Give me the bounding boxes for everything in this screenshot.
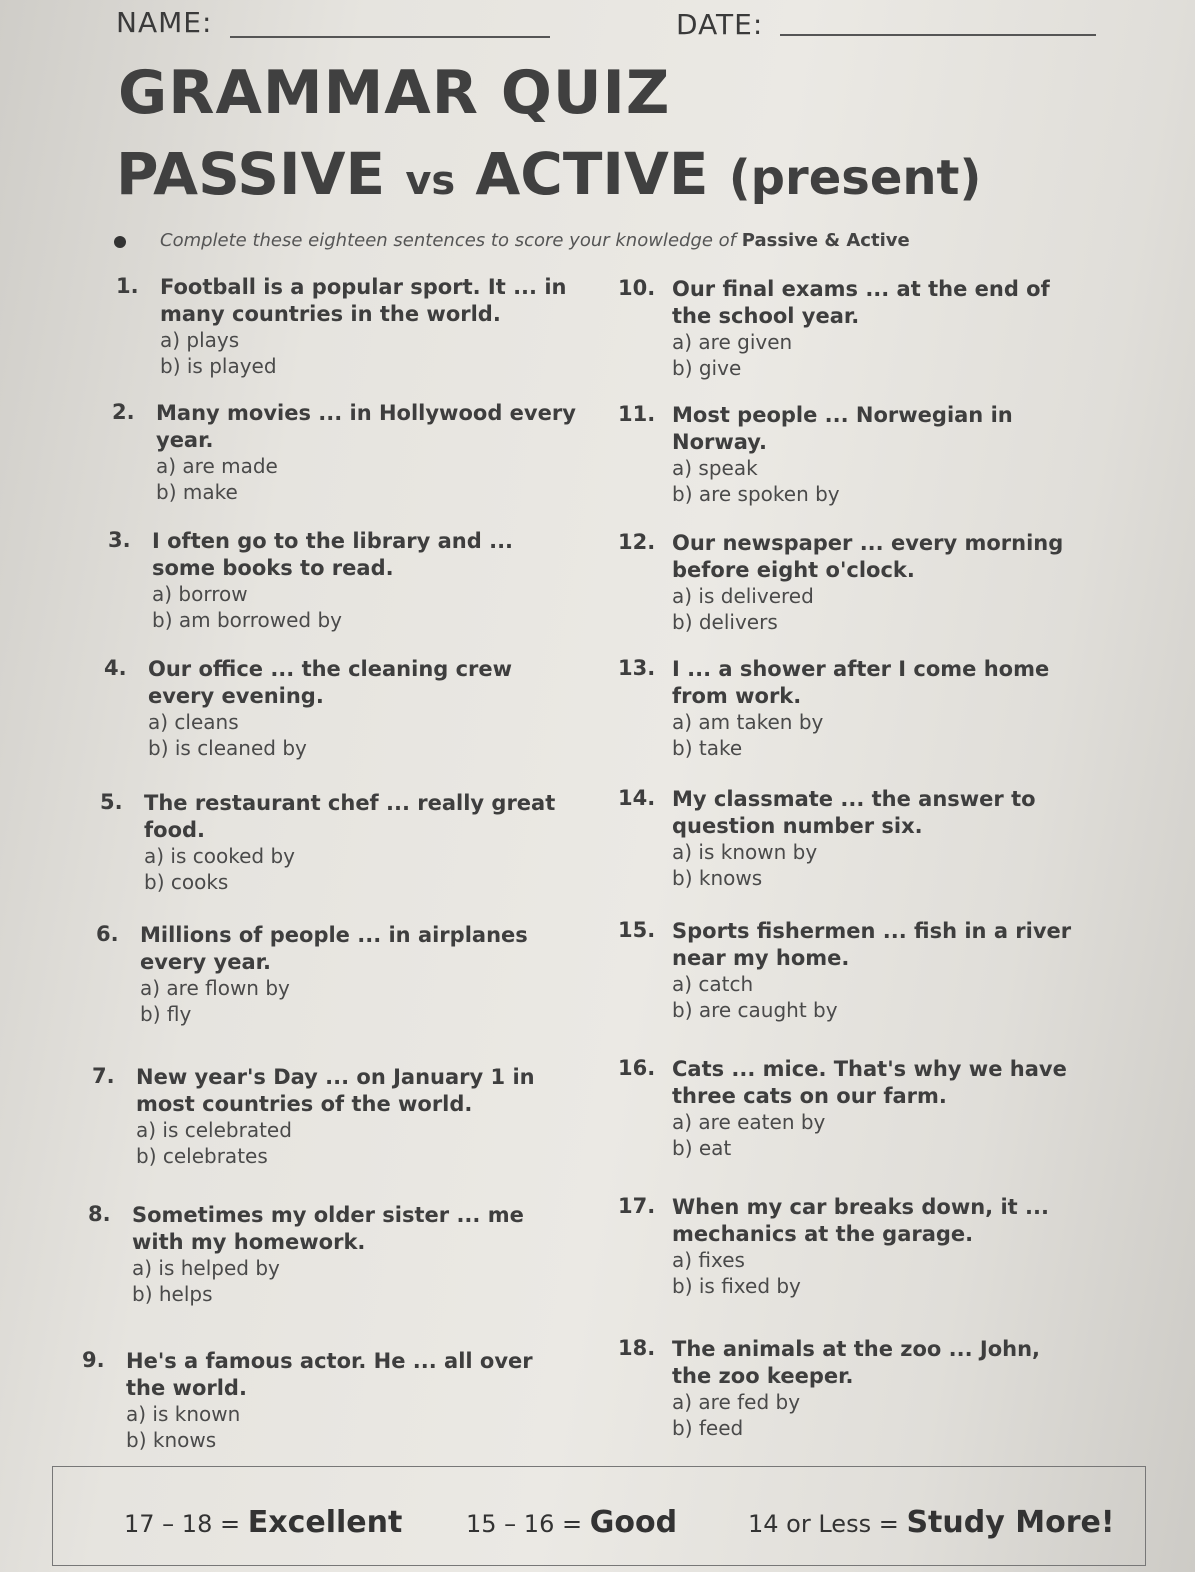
bullet-icon: [114, 236, 126, 248]
option-b: b) feed: [672, 1416, 744, 1440]
question-stem: Sports fishermen ... fish in a river near my home.: [672, 919, 1072, 970]
quiz-subtitle: [116, 140, 981, 208]
question-number: 13.: [618, 656, 656, 680]
question-stem: Sometimes my older sister ... me with my homework.: [132, 1203, 524, 1254]
question-stem: Most people ... Norwegian in Norway.: [672, 403, 1013, 454]
score-range: 14 or Less =: [748, 1510, 899, 1538]
question-number: 3.: [108, 528, 131, 552]
question-number: 10.: [618, 276, 656, 300]
option-b: b) take: [672, 736, 743, 760]
option-a: a) speak: [672, 456, 758, 480]
question-stem: He's a famous actor. He ... all over the world.: [126, 1349, 533, 1400]
option-b: b) give: [672, 356, 742, 380]
question-stem: I ... a shower after I come home from work.: [672, 657, 1050, 708]
option-b: b) is cleaned by: [148, 736, 307, 760]
question-stem: When my car breaks down, it ... mechanics at the garage.: [672, 1195, 1049, 1246]
score-study-more: [748, 1505, 1115, 1540]
score-label: Study More!: [906, 1505, 1115, 1540]
score-label: Excellent: [247, 1505, 403, 1540]
question-stem: Football is a popular sport. It ... in many countries in the world.: [160, 275, 567, 326]
question-stem: I often go to the library and ... some books to read.: [152, 529, 514, 580]
option-a: a) is cooked by: [144, 844, 295, 868]
question-stem: The restaurant chef ... really great food.: [144, 791, 556, 842]
option-a: a) is known by: [672, 840, 818, 864]
option-a: a) fixes: [672, 1248, 745, 1272]
question-number: 8.: [88, 1202, 111, 1226]
question-number: 7.: [92, 1064, 115, 1088]
question-number: 1.: [116, 274, 139, 298]
option-b: b) knows: [672, 866, 763, 890]
option-b: b) helps: [132, 1282, 213, 1306]
option-a: a) is celebrated: [136, 1118, 292, 1142]
option-b: b) is played: [160, 354, 277, 378]
option-a: a) are eaten by: [672, 1110, 826, 1134]
option-a: a) borrow: [152, 582, 248, 606]
question-stem: Many movies ... in Hollywood every year.: [156, 401, 576, 452]
question-number: 4.: [104, 656, 127, 680]
question-number: 6.: [96, 922, 119, 946]
question-number: 14.: [618, 786, 656, 810]
option-a: a) cleans: [148, 710, 239, 734]
question-stem: Cats ... mice. That's why we have three cats on our farm.: [672, 1057, 1067, 1108]
option-b: b) make: [156, 480, 238, 504]
name-line: [230, 36, 550, 38]
instructions-text: Complete these eighteen sentences to score your knowledge of: [160, 230, 737, 251]
instructions-bold: Passive & Active: [741, 230, 910, 251]
date-label: DATE:: [676, 8, 764, 41]
subtitle-active: ACTIVE: [475, 140, 709, 208]
option-a: a) are given: [672, 330, 793, 354]
instructions: [160, 230, 910, 251]
score-excellent: [124, 1505, 402, 1540]
question-stem: Our newspaper ... every morning before eight o'clock.: [672, 531, 1064, 582]
question-stem: New year's Day ... on January 1 in most countries of the world.: [136, 1065, 535, 1116]
question-stem: The animals at the zoo ... John, the zoo keeper.: [672, 1337, 1041, 1388]
option-b: b) cooks: [144, 870, 229, 894]
option-b: b) are caught by: [672, 998, 838, 1022]
question-stem: Our office ... the cleaning crew every evening.: [148, 657, 513, 708]
option-a: a) am taken by: [672, 710, 824, 734]
score-label: Good: [589, 1505, 678, 1540]
option-a: a) catch: [672, 972, 754, 996]
question-number: 17.: [618, 1194, 656, 1218]
option-b: b) eat: [672, 1136, 732, 1160]
option-b: b) is fixed by: [672, 1274, 801, 1298]
score-range: 15 – 16 =: [466, 1510, 583, 1538]
question-number: 9.: [82, 1348, 105, 1372]
question-number: 15.: [618, 918, 656, 942]
question-stem: Our final exams ... at the end of the school year.: [672, 277, 1050, 328]
option-a: a) is known: [126, 1402, 241, 1426]
question-number: 16.: [618, 1056, 656, 1080]
option-b: b) am borrowed by: [152, 608, 343, 632]
question-number: 5.: [100, 790, 123, 814]
question-stem: My classmate ... the answer to question number six.: [672, 787, 1036, 838]
option-b: b) delivers: [672, 610, 778, 634]
question-stem: Millions of people ... in airplanes every year.: [140, 923, 528, 974]
subtitle-vs: vs: [405, 158, 456, 204]
score-good: [466, 1505, 677, 1540]
score-range: 17 – 18 =: [124, 1510, 241, 1538]
option-b: b) celebrates: [136, 1144, 268, 1168]
option-a: a) are made: [156, 454, 278, 478]
name-label: NAME:: [116, 6, 213, 39]
question-number: 2.: [112, 400, 135, 424]
option-a: a) is helped by: [132, 1256, 280, 1280]
quiz-title: GRAMMAR QUIZ: [118, 58, 671, 128]
option-b: b) fly: [140, 1002, 192, 1026]
option-b: b) knows: [126, 1428, 217, 1452]
option-a: a) is delivered: [672, 584, 814, 608]
option-a: a) are fed by: [672, 1390, 801, 1414]
option-a: a) are flown by: [140, 976, 290, 1000]
subtitle-present: (present): [728, 150, 982, 206]
question-number: 12.: [618, 530, 656, 554]
date-line: [780, 34, 1096, 36]
option-a: a) plays: [160, 328, 240, 352]
question-number: 11.: [618, 402, 656, 426]
subtitle-passive: PASSIVE: [116, 140, 386, 208]
option-b: b) are spoken by: [672, 482, 840, 506]
question-number: 18.: [618, 1336, 656, 1360]
